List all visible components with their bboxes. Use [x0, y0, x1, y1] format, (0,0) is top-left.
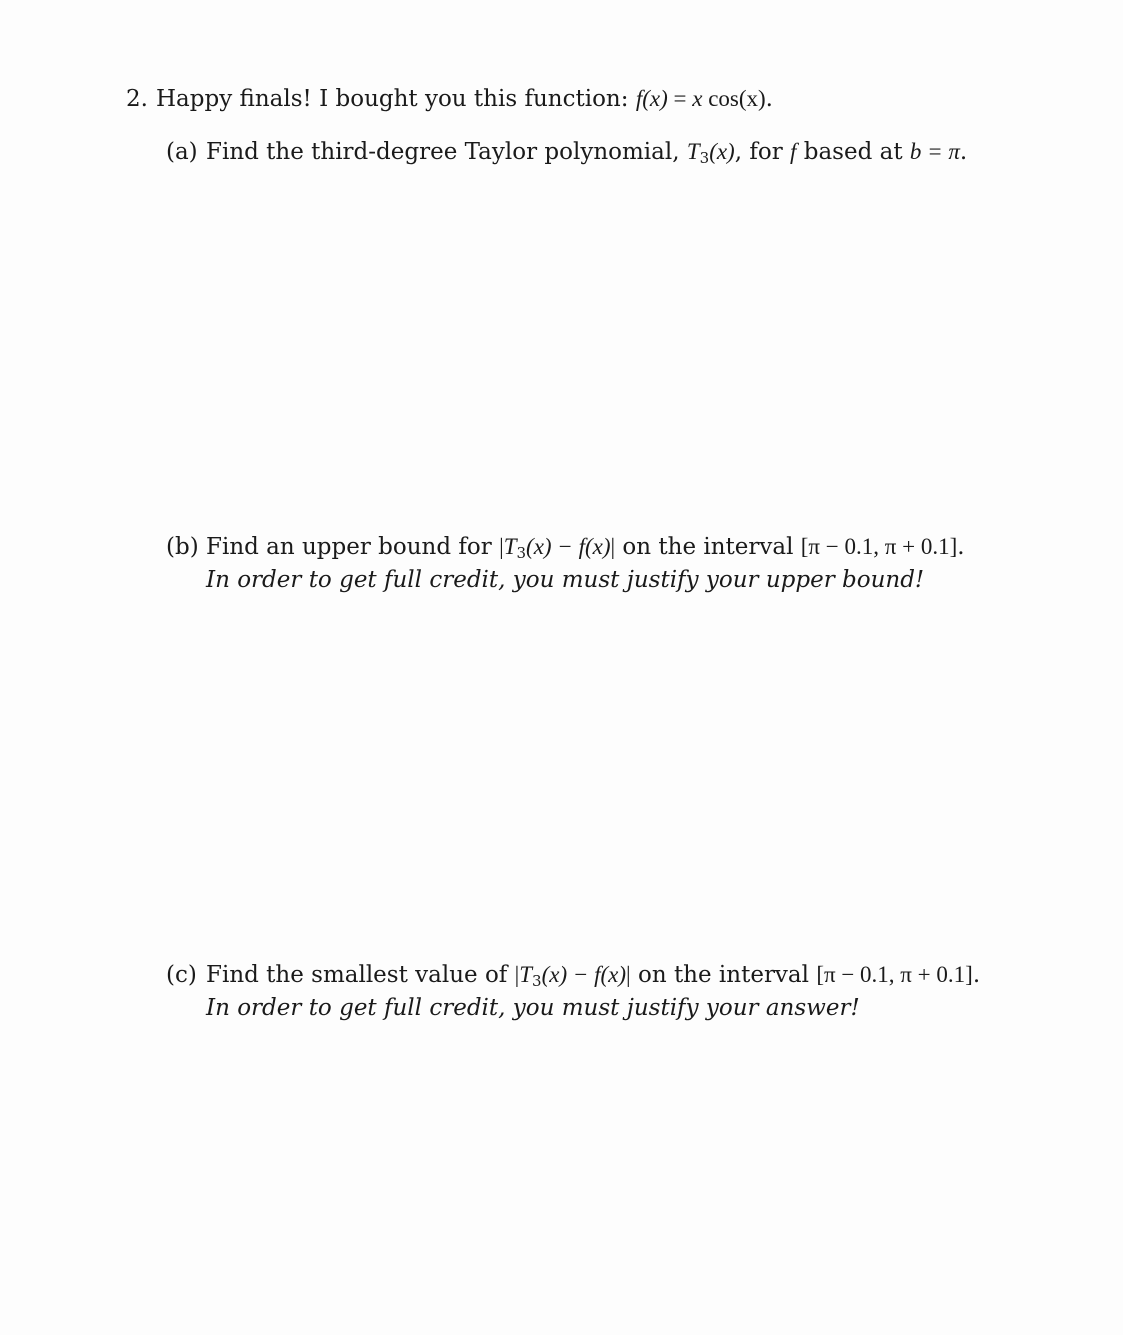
function-rhs-var: x — [692, 86, 703, 111]
part-a-T: T — [686, 139, 700, 164]
part-b-note: In order to get full credit, you must justify your upper bound! — [206, 567, 925, 593]
problem-statement — [126, 84, 773, 114]
part-b-abs-close: | — [610, 534, 616, 559]
part-a — [166, 137, 967, 173]
part-a-text-after: based at — [796, 139, 910, 165]
part-b-T-sub: 3 — [516, 544, 527, 562]
part-b-end: . — [957, 534, 965, 560]
problem-intro: Happy finals! I bought you this function: — [156, 86, 636, 112]
part-a-end: . — [959, 139, 968, 165]
part-a-text-before: Find the third-degree Taylor polynomial, — [206, 139, 687, 165]
part-c-note: In order to get full credit, you must justify your answer! — [206, 995, 860, 1021]
part-c-abs-close: | — [626, 962, 631, 987]
part-b-T: T — [503, 534, 517, 559]
function-end: . — [765, 86, 773, 112]
part-b-expr: (x) − f(x) — [526, 534, 611, 559]
part-b — [166, 532, 965, 568]
part-c-expr: (x) − f(x) — [541, 962, 627, 987]
part-c-label: (c) — [166, 962, 197, 988]
part-c-end: . — [972, 962, 981, 988]
part-b-text-before: Find an upper bound for — [206, 534, 500, 560]
part-b-abs-open: | — [499, 534, 504, 559]
part-c-interval: [π − 0.1, π + 0.1] — [816, 962, 973, 987]
function-rhs-func: cos(x) — [702, 86, 766, 111]
part-b-text-after: on the interval — [615, 534, 801, 560]
part-b-label: (b) — [166, 534, 199, 560]
problem-number: 2. — [126, 86, 148, 112]
part-a-f: f — [790, 139, 797, 164]
part-c — [166, 960, 980, 996]
part-c-abs-open: | — [514, 962, 520, 987]
part-c-T: T — [519, 962, 533, 987]
function-eq: = — [667, 86, 693, 111]
part-a-label: (a) — [166, 139, 198, 165]
part-a-text-mid: , for — [734, 139, 791, 165]
part-a-T-sub: 3 — [699, 149, 710, 167]
part-c-T-sub: 3 — [532, 972, 542, 990]
part-b-interval: [π − 0.1, π + 0.1] — [800, 534, 958, 559]
part-a-based-at: b = π — [909, 139, 960, 164]
function-lhs: f(x) — [635, 86, 668, 111]
part-c-text-after: on the interval — [630, 962, 817, 988]
part-c-text-before: Find the smallest value of — [206, 962, 515, 988]
part-a-T-arg: (x) — [709, 139, 735, 164]
